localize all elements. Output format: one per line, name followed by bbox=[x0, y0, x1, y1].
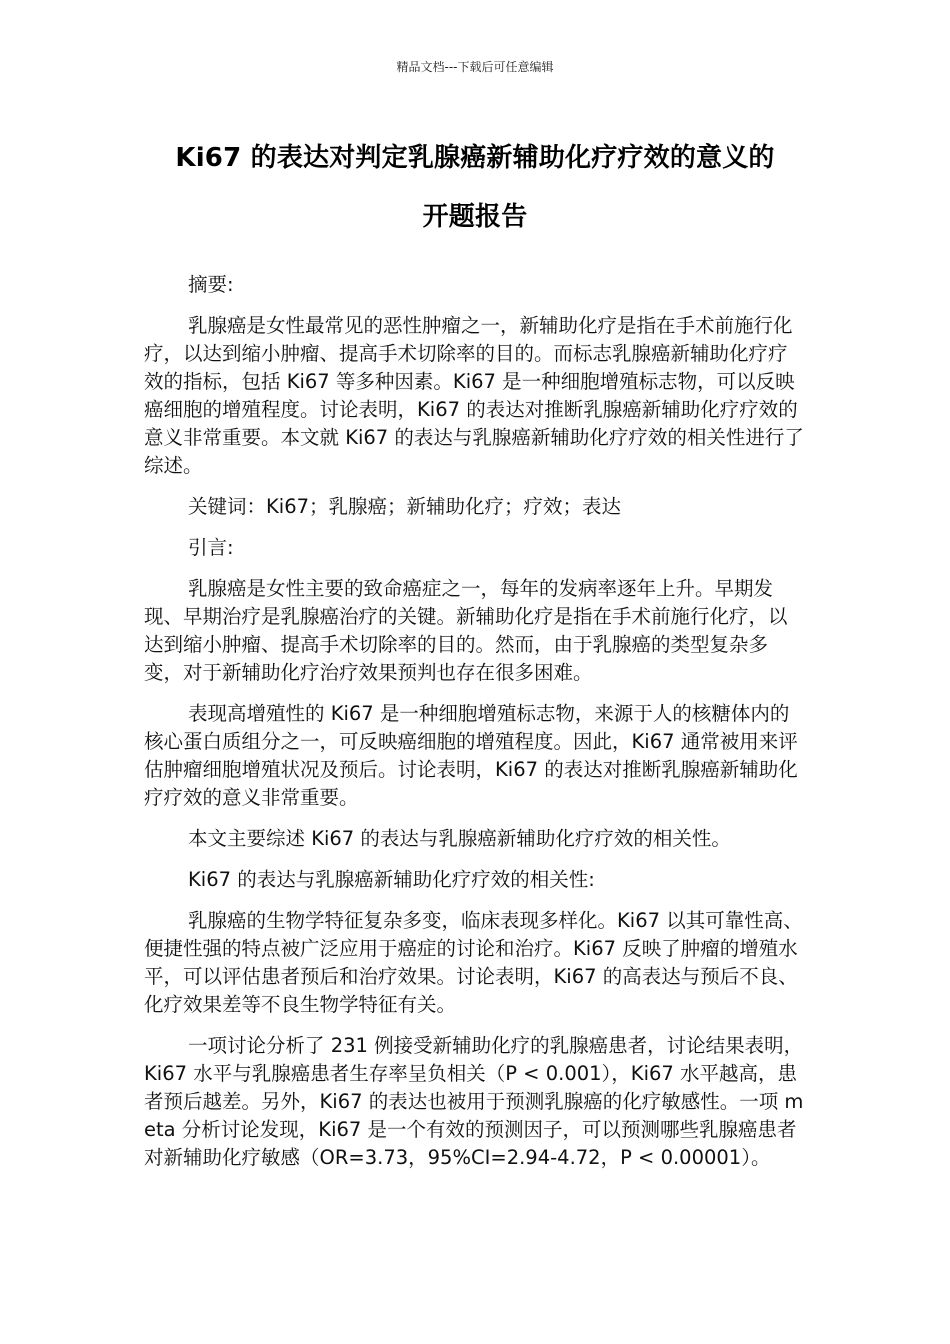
abstract-heading: 摘要: bbox=[188, 273, 234, 296]
page-header: 精品文档---下载后可任意编辑 bbox=[396, 60, 554, 74]
document-title-line-1: Ki67 的表达对判定乳腺癌新辅助化疗疗效的意义的 bbox=[175, 143, 775, 173]
biology-paragraph: 乳腺癌的生物学特征复杂多变，临床表现多样化。Ki67 以其可靠性高、便捷性强的特点被广泛应用于癌症的讨论和治疗。Ki67 反映了肿瘤的增殖水平，可以评估患者预后和治疗效果。讨论表明，Ki67 的高表达与预后不良、化疗效果差等不良生物学特征有关。 bbox=[144, 909, 803, 1016]
abstract-paragraph: 乳腺癌是女性最常见的恶性肿瘤之一，新辅助化疗是指在手术前施行化疗，以达到缩小肿瘤、提高手术切除率的目的。而标志乳腺癌新辅助化疗疗效的指标，包括 Ki67 等多种因素。Ki67 是一种细胞增殖标志物，可以反映癌细胞的增殖程度。讨论表明，Ki67 的表达对推断乳腺癌新辅助化疗疗效的意义非常重要。本文就 Ki67 的表达与乳腺癌新辅助化疗疗效的相关性进行了综述。 bbox=[144, 314, 804, 477]
keywords-line: 关键词：Ki67；乳腺癌；新辅助化疗；疗效；表达 bbox=[188, 495, 622, 518]
introduction-paragraph: 乳腺癌是女性主要的致命癌症之一，每年的发病率逐年上升。早期发现、早期治疗是乳腺癌治疗的关键。新辅助化疗是指在手术前施行化疗，以达到缩小肿瘤、提高手术切除率的目的。然而，由于乳腺癌的类型复杂多变，对于新辅助化疗治疗效果预判也存在很多困难。 bbox=[144, 577, 788, 684]
introduction-heading: 引言: bbox=[188, 536, 234, 559]
scope-paragraph: 本文主要综述 Ki67 的表达与乳腺癌新辅助化疗疗效的相关性。 bbox=[188, 827, 731, 850]
study-results-paragraph: 一项讨论分析了 231 例接受新辅助化疗的乳腺癌患者，讨论结果表明，Ki67 水平与乳腺癌患者生存率呈负相关（P < 0.001），Ki67 水平越高，患者预后越差。另外，Ki67 的表达也被用于预测乳腺癌的化疗敏感性。一项 meta 分析讨论发现，Ki67 是一个有效的预测因子，可以预测哪些乳腺癌患者对新辅助化疗敏感（OR=3.73，95%CI=2.94-4.72，P < 0.00001）。 bbox=[144, 1034, 804, 1169]
document-title-line-2: 开题报告 bbox=[422, 202, 528, 232]
document-body bbox=[144, 271, 806, 1185]
ki67-background-paragraph: 表现高增殖性的 Ki67 是一种细胞增殖标志物，来源于人的核糖体内的核心蛋白质组分之一，可反映癌细胞的增殖程度。因此，Ki67 通常被用来评估肿瘤细胞增殖状况及预后。讨论表明，Ki67 的表达对推断乳腺癌新辅助化疗疗效的意义非常重要。 bbox=[144, 702, 798, 809]
section-heading: Ki67 的表达与乳腺癌新辅助化疗疗效的相关性: bbox=[188, 868, 595, 891]
